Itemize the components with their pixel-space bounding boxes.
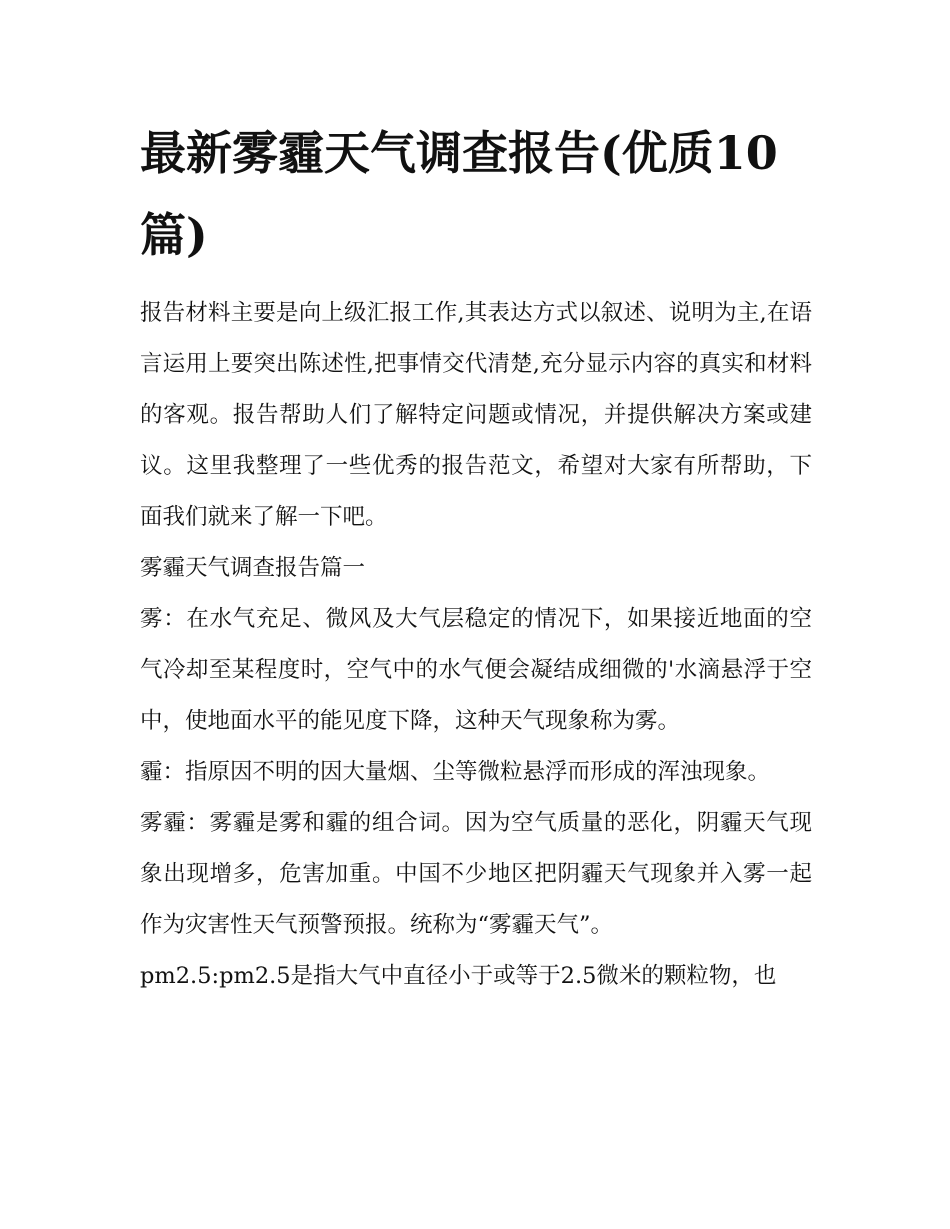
document-page — [140, 112, 812, 1002]
section-heading: 雾霾天气调查报告篇一 — [140, 555, 366, 581]
smog-definition-paragraph: 雾霾：雾霾是雾和霾的组合词。因为空气质量的恶化，阴霾天气现象出现增多，危害加重。中国不少地区把阴霾天气现象并入雾一起作为灾害性天气预警预报。统称为“雾霾天气”。 — [140, 810, 812, 938]
pm25-paragraph: pm2.5:pm2.5是指大气中直径小于或等于2.5微米的颗粒物，也 — [140, 963, 777, 989]
fog-definition-paragraph: 雾：在水气充足、微风及大气层稳定的情况下，如果接近地面的空气冷却至某程度时，空气中的水气便会凝结成细微的'水滴悬浮于空中，使地面水平的能见度下降，这种天气现象称为雾。 — [140, 606, 812, 734]
intro-paragraph: 报告材料主要是向上级汇报工作,其表达方式以叙述、说明为主,在语言运用上要突出陈述性,把事情交代清楚,充分显示内容的真实和材料的客观。报告帮助人们了解特定问题或情况，并提供解决方案或建议。这里我整理了一些优秀的报告范文，希望对大家有所帮助，下面我们就来了解一下吧。 — [140, 300, 812, 530]
haze-definition-paragraph: 霾：指原因不明的因大量烟、尘等微粒悬浮而形成的浑浊现象。 — [140, 759, 771, 785]
document-title: 最新雾霾天气调查报告(优质10篇) — [140, 126, 778, 262]
